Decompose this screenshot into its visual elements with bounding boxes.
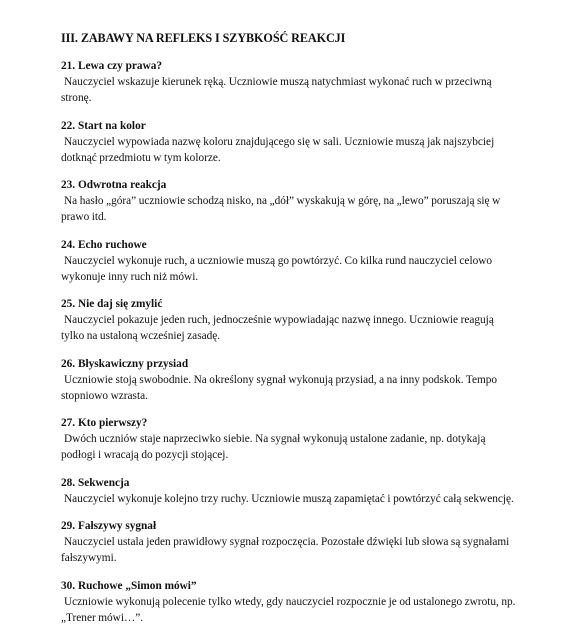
document-page	[61, 30, 516, 638]
item-title: 28. Sekwencja	[61, 476, 130, 489]
list-item	[61, 579, 516, 626]
item-description	[61, 74, 516, 106]
list-item	[61, 238, 516, 285]
item-description-text: Nauczyciel wskazuje kierunek ręką. Uczniowie muszą natychmiast wykonać ruch w przeciwną stronę.	[61, 76, 492, 104]
list-item	[61, 119, 516, 166]
item-title: 27. Kto pierwszy?	[61, 417, 148, 429]
item-description-text: Nauczyciel pokazuje jeden ruch, jednocześnie wypowiadając nazwę innego. Uczniowie reagują tylko na ustaloną wcześniej zasadę.	[61, 314, 494, 342]
item-description-text: Uczniowie wykonują polecenie tylko wtedy, gdy nauczyciel rozpocznie je od ustalonego zwrotu, np. „Trener mówi…”.	[61, 595, 516, 624]
item-title: 30. Ruchowe „Simon mówi”	[61, 579, 197, 592]
item-description	[61, 372, 516, 404]
list-item	[61, 297, 516, 344]
item-title: 29. Fałszywy sygnał	[61, 520, 157, 532]
list-item	[61, 178, 516, 225]
item-description-text: Nauczyciel wykonuje ruch, a uczniowie muszą go powtórzyć. Co kilka rund nauczyciel celowo wykonuje inny ruch niż mówi.	[61, 254, 493, 283]
item-title: 23. Odwrotna reakcja	[61, 179, 167, 191]
item-title: 25. Nie daj się zmylić	[61, 298, 163, 310]
list-item	[61, 59, 516, 106]
item-description	[61, 431, 516, 463]
list-item	[61, 519, 516, 566]
item-description	[61, 134, 516, 166]
list-item	[61, 476, 516, 507]
item-title: 26. Błyskawiczny przysiad	[61, 357, 189, 370]
item-title: 24. Echo ruchowe	[61, 238, 147, 251]
item-description	[61, 594, 516, 626]
item-title: 21. Lewa czy prawa?	[61, 60, 163, 72]
item-description	[61, 534, 516, 566]
item-description-text: Na hasło „góra” uczniowie schodzą nisko, na „dół” wyskakują w górę, na „lewo” poruszają się w prawo itd.	[61, 195, 501, 223]
item-description	[61, 491, 516, 507]
item-description-text: Nauczyciel wykonuje kolejno trzy ruchy. Uczniowie muszą zapamiętać i powtórzyć całą sekwencję.	[64, 492, 514, 505]
item-description-text: Dwóch uczniów staje naprzeciwko siebie. Na sygnał wykonują ustalone zadanie, np. dotykają podłogi i wracają do pozycji stojącej.	[61, 433, 486, 461]
item-description-text: Nauczyciel wypowiada nazwę koloru znajdującego się w sali. Uczniowie muszą jak najszybciej dotknąć przedmiotu w tym kolorze.	[61, 135, 495, 164]
item-description	[61, 312, 516, 344]
item-description-text: Nauczyciel ustala jeden prawidłowy sygnał rozpoczęcia. Pozostałe dźwięki lub słowa są sygnałami fałszywymi.	[61, 536, 510, 564]
section-title: III. ZABAWY NA REFLEKS I SZYBKOŚĆ REAKCJI	[61, 31, 346, 45]
item-description	[61, 193, 516, 225]
item-description-text: Uczniowie stoją swobodnie. Na określony sygnał wykonują przysiad, a na inny podskok. Tempo stopniowo wzrasta.	[61, 373, 498, 402]
list-item	[61, 357, 516, 404]
item-title: 22. Start na kolor	[61, 119, 146, 132]
item-description	[61, 253, 516, 285]
list-item	[61, 416, 516, 463]
